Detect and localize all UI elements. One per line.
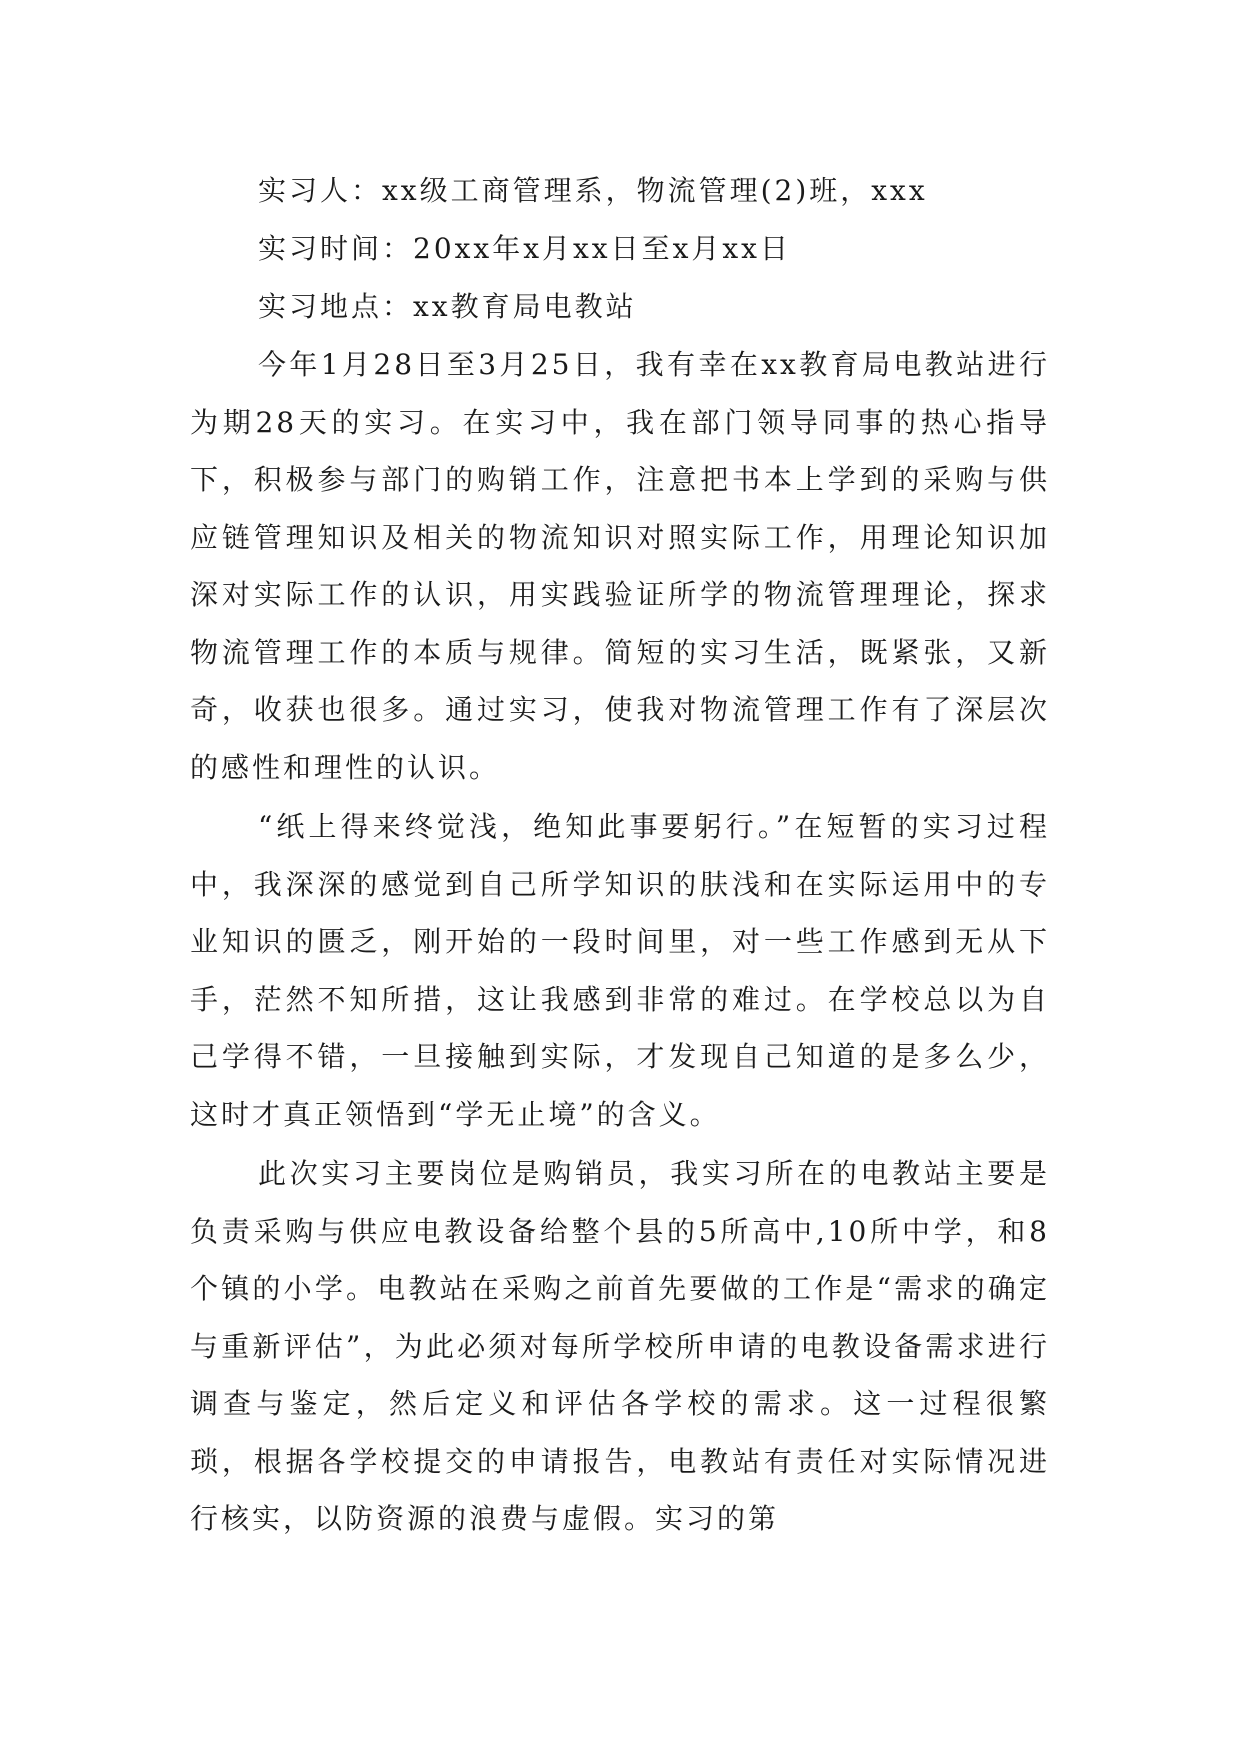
paragraph-intro: 今年1月28日至3月25日，我有幸在xx教育局电教站进行为期28天的实习。在实习中，我在部门领导同事的热心指导下，积极参与部门的购销工作，注意把书本上学到的采购与供应链管理知识及相关的物流知识对照实际工作，用理论知识加深对实际工作的认识，用实践验证所学的物流管理理论，探求物流管理工作的本质与规律。简短的实习生活，既紧张，又新奇，收获也很多。通过实习，使我对物流管理工作有了深层次的感性和理性的认识。 [190,348,1050,784]
internship-place-line: 实习地点：xx教育局电教站 [258,290,637,323]
document-body [190,162,1050,1548]
intern-info-line: 实习人：xx级工商管理系，物流管理(2)班，xxx [258,174,928,207]
paragraph-position: 此次实习主要岗位是购销员，我实习所在的电教站主要是负责采购与供应电教设备给整个县的5所高中,10所中学，和8个镇的小学。电教站在采购之前首先要做的工作是“需求的确定与重新评估”，为此必须对每所学校所申请的电教设备需求进行调查与鉴定，然后定义和评估各学校的需求。这一过程很繁琐，根据各学校提交的申请报告，电教站有责任对实际情况进行核实，以防资源的浪费与虚假。实习的第 [190,1157,1050,1535]
paragraph-reflection: “纸上得来终觉浅，绝知此事要躬行。”在短暂的实习过程中，我深深的感觉到自己所学知识的肤浅和在实际运用中的专业知识的匮乏，刚开始的一段时间里，对一些工作感到无从下手，茫然不知所措，这让我感到非常的难过。在学校总以为自己学得不错，一旦接触到实际，才发现自己知道的是多么少，这时才真正领悟到“学无止境”的含义。 [190,810,1050,1131]
internship-time-line: 实习时间：20xx年x月xx日至x月xx日 [258,232,791,265]
